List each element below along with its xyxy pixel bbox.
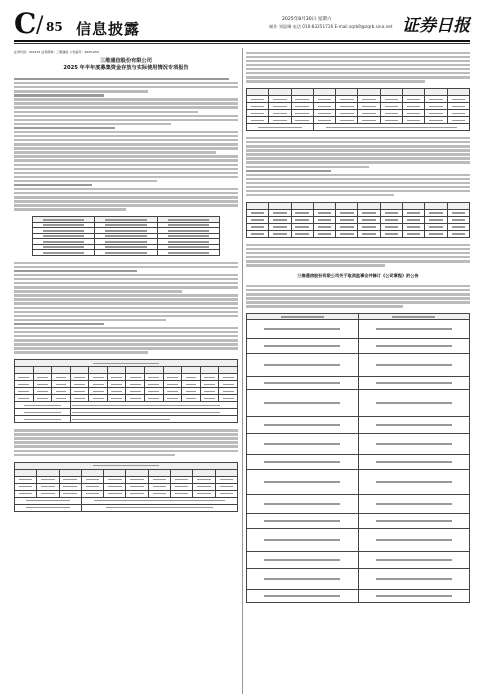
notice-title: 关于取消监事会并修订《公司章程》的公告 [339, 273, 419, 279]
right-column [246, 50, 470, 603]
section-title: 信息披露 [76, 20, 141, 38]
section-number: 85 [46, 20, 63, 34]
body-text-block-2 [14, 262, 238, 354]
article-title: 2025 年半年度募集资金存放与实际使用情况专项报告 [63, 65, 189, 72]
article-company: 三维通信股份有限公司 [100, 58, 152, 65]
editor-contact: 制作 刘晨琳 电话 010-83251716 E-mail zqrb9@zqrb.sina.net [269, 24, 393, 29]
stock-code-line: 证券代码：002115 证券简称：三维通信 公告编号：2025-054 [14, 50, 99, 54]
body-text-block-5 [246, 137, 470, 196]
investment-table-2 [246, 202, 470, 238]
notice-company: 三维通信股份有限公司 [297, 273, 340, 279]
issue-date: 2025年8月30日 星期六 [282, 17, 332, 22]
notice-heading [246, 272, 470, 279]
body-text-block-1 [14, 78, 238, 211]
newspaper-logo: 证券日报 [402, 16, 470, 36]
column-divider [242, 48, 243, 694]
fund-usage-table [14, 359, 238, 423]
header-rule [14, 40, 470, 42]
articles-comparison-table [246, 313, 470, 603]
body-text-block-4 [246, 52, 470, 83]
section-letter: C [14, 7, 37, 40]
body-text-block-6 [246, 244, 470, 267]
body-text-block-3 [14, 429, 238, 456]
account-table [32, 216, 220, 256]
header-rule-thin [14, 43, 470, 44]
left-column [14, 50, 238, 512]
section-slash: / [36, 13, 44, 38]
body-text-block-7 [246, 285, 470, 308]
project-change-table [14, 462, 238, 512]
masthead [14, 7, 470, 40]
investment-table-1 [246, 88, 470, 131]
